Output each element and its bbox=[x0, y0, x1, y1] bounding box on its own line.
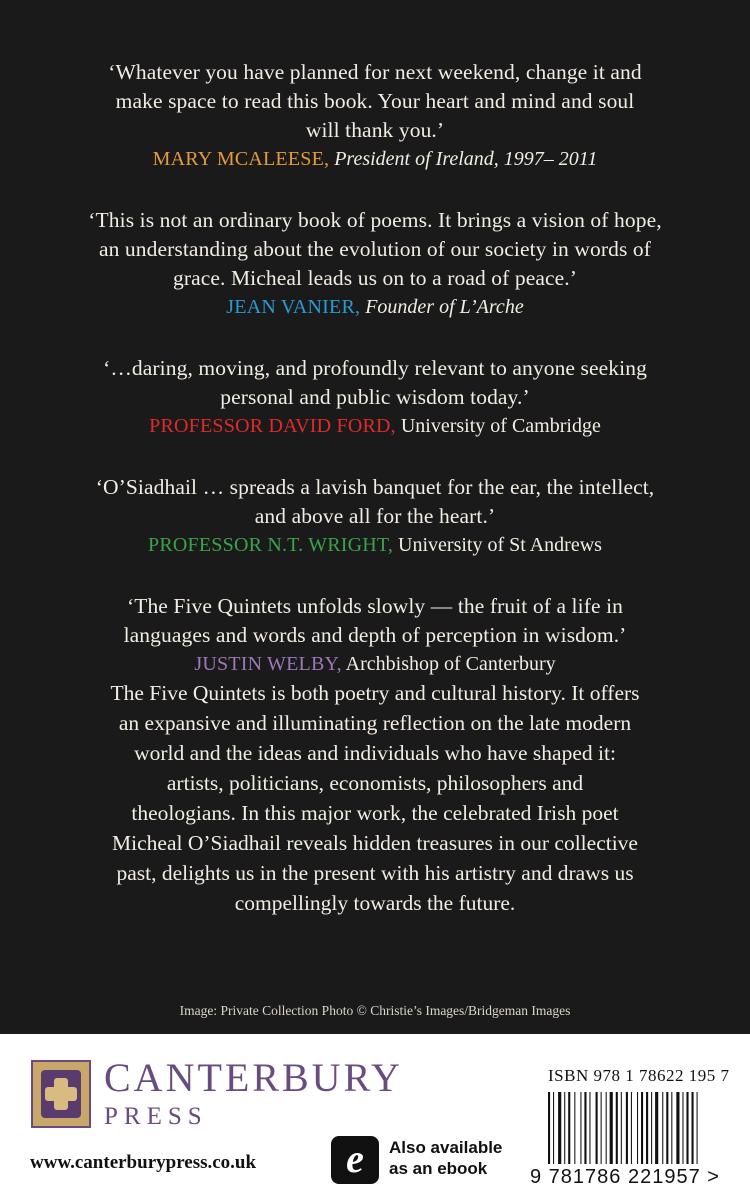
image-credit: Image: Private Collection Photo © Christie’s Images/Bridgeman Images bbox=[179, 1003, 571, 1018]
description-line: past, delights us in the present with his artistry and draws us bbox=[116, 861, 634, 885]
barcode-bar bbox=[564, 1092, 565, 1164]
barcode-bar bbox=[686, 1092, 688, 1164]
barcode-bar bbox=[637, 1092, 638, 1164]
barcode-bar bbox=[626, 1092, 628, 1164]
barcode-bar bbox=[655, 1092, 658, 1164]
barcode-bar bbox=[610, 1092, 613, 1164]
publisher-footer bbox=[0, 1034, 750, 1200]
endorser-name: PROFESSOR N.T. WRIGHT, bbox=[148, 534, 394, 556]
barcode-bar bbox=[568, 1092, 570, 1164]
barcode-bar bbox=[676, 1092, 679, 1164]
endorsement-quote-line: languages and words and depth of perception in wisdom.’ bbox=[123, 623, 627, 647]
barcode-bar bbox=[697, 1092, 698, 1164]
endorsement-attribution bbox=[0, 293, 750, 322]
barcode-bar bbox=[548, 1092, 550, 1164]
description-line: The Five Quintets is both poetry and cultural history. It offers bbox=[110, 681, 640, 705]
endorsement-quote-line: and above all for the heart.’ bbox=[254, 504, 496, 528]
barcode-digits: 9 781786 221957 > bbox=[530, 1166, 720, 1188]
barcode-bar bbox=[631, 1092, 632, 1164]
barcode-bar bbox=[601, 1092, 602, 1164]
endorser-role: Founder of L’Arche bbox=[360, 296, 524, 318]
description-line: world and the ideas and individuals who have shaped it: bbox=[134, 741, 616, 765]
endorser-role: University of St Andrews bbox=[393, 534, 602, 556]
endorser-role: President of Ireland, 1997– 2011 bbox=[329, 148, 598, 170]
endorsement-quote-line: an understanding about the evolution of our society in words of bbox=[98, 237, 652, 261]
endorsement bbox=[0, 206, 750, 322]
endorsement-quote-line: grace. Micheal leads us on to a road of peace.’ bbox=[172, 266, 578, 290]
barcode-bar bbox=[621, 1092, 622, 1164]
ebook-line-1: Also available bbox=[389, 1138, 503, 1157]
barcode-bar bbox=[646, 1092, 648, 1164]
endorsement-quote-line: ‘The Five Quintets unfolds slowly — the fruit of a life in bbox=[126, 594, 624, 618]
book-description bbox=[0, 678, 750, 918]
barcode-bar bbox=[616, 1092, 618, 1164]
ebook-text bbox=[389, 1137, 502, 1179]
ebook-icon: e bbox=[331, 1136, 379, 1184]
endorsement-quote-line: ‘Whatever you have planned for next weekend, change it and bbox=[108, 60, 642, 84]
ebook-badge bbox=[331, 1134, 531, 1184]
barcode-bar bbox=[666, 1092, 668, 1164]
description-line: an expansive and illuminating reflection on the late modern bbox=[118, 711, 632, 735]
description-line: compellingly towards the future. bbox=[234, 891, 516, 915]
endorsement-quote-line: will thank you.’ bbox=[305, 118, 445, 142]
endorsement-quote-line: ‘O’Siadhail … spreads a lavish banquet for the ear, the intellect, bbox=[95, 475, 655, 499]
endorsement bbox=[0, 354, 750, 441]
endorsement-quote-line: personal and public wisdom today.’ bbox=[220, 385, 530, 409]
barcode-bar bbox=[584, 1092, 586, 1164]
endorsement bbox=[0, 473, 750, 560]
description-line: theologians. In this major work, the celebrated Irish poet bbox=[131, 801, 619, 825]
barcode-bar bbox=[596, 1092, 598, 1164]
barcode-bar bbox=[574, 1092, 575, 1164]
endorsement-attribution bbox=[0, 145, 750, 174]
barcode-bar bbox=[662, 1092, 663, 1164]
endorser-role: University of Cambridge bbox=[395, 415, 601, 437]
barcode-bar bbox=[682, 1092, 683, 1164]
publisher-website[interactable]: www.canterburypress.co.uk bbox=[30, 1152, 257, 1173]
barcode-bar bbox=[692, 1092, 694, 1164]
endorsement-attribution bbox=[0, 412, 750, 441]
endorsement-attribution bbox=[0, 650, 750, 679]
barcode-bar bbox=[641, 1092, 643, 1164]
ebook-line-2: as an ebook bbox=[389, 1159, 488, 1178]
endorser-name: PROFESSOR DAVID FORD, bbox=[149, 415, 396, 437]
barcode-bar bbox=[589, 1092, 590, 1164]
barcode bbox=[546, 1092, 736, 1176]
barcode-bar bbox=[606, 1092, 607, 1164]
barcode-bar bbox=[558, 1092, 561, 1164]
publisher-sub: PRESS bbox=[104, 1103, 208, 1130]
endorsement-quote-line: make space to read this book. Your heart and mind and soul bbox=[115, 89, 635, 113]
endorsement bbox=[0, 58, 750, 174]
description-line: artists, politicians, economists, philosophers and bbox=[166, 771, 584, 795]
endorser-name: JEAN VANIER, bbox=[226, 296, 361, 318]
barcode-bar bbox=[671, 1092, 672, 1164]
endorser-name: MARY MCALEESE, bbox=[152, 148, 330, 170]
endorsement-quote-line: ‘…daring, moving, and profoundly relevant to anyone seeking bbox=[103, 356, 647, 380]
endorsement-attribution bbox=[0, 531, 750, 560]
description-line: Micheal O’Siadhail reveals hidden treasures in our collective bbox=[112, 831, 638, 855]
publisher-logo-icon bbox=[31, 1060, 91, 1128]
endorsements bbox=[0, 58, 750, 711]
barcode-bar bbox=[651, 1092, 652, 1164]
endorsement bbox=[0, 592, 750, 679]
publisher-name: CANTERBURY bbox=[104, 1055, 403, 1100]
barcode-bar bbox=[553, 1092, 554, 1164]
endorser-name: JUSTIN WELBY, bbox=[194, 653, 342, 675]
isbn-label: ISBN 978 1 78622 195 7 bbox=[548, 1066, 730, 1085]
endorsement-quote-line: ‘This is not an ordinary book of poems. It brings a vision of hope, bbox=[88, 208, 662, 232]
endorser-role: Archbishop of Canterbury bbox=[341, 653, 556, 675]
barcode-bar bbox=[580, 1092, 581, 1164]
